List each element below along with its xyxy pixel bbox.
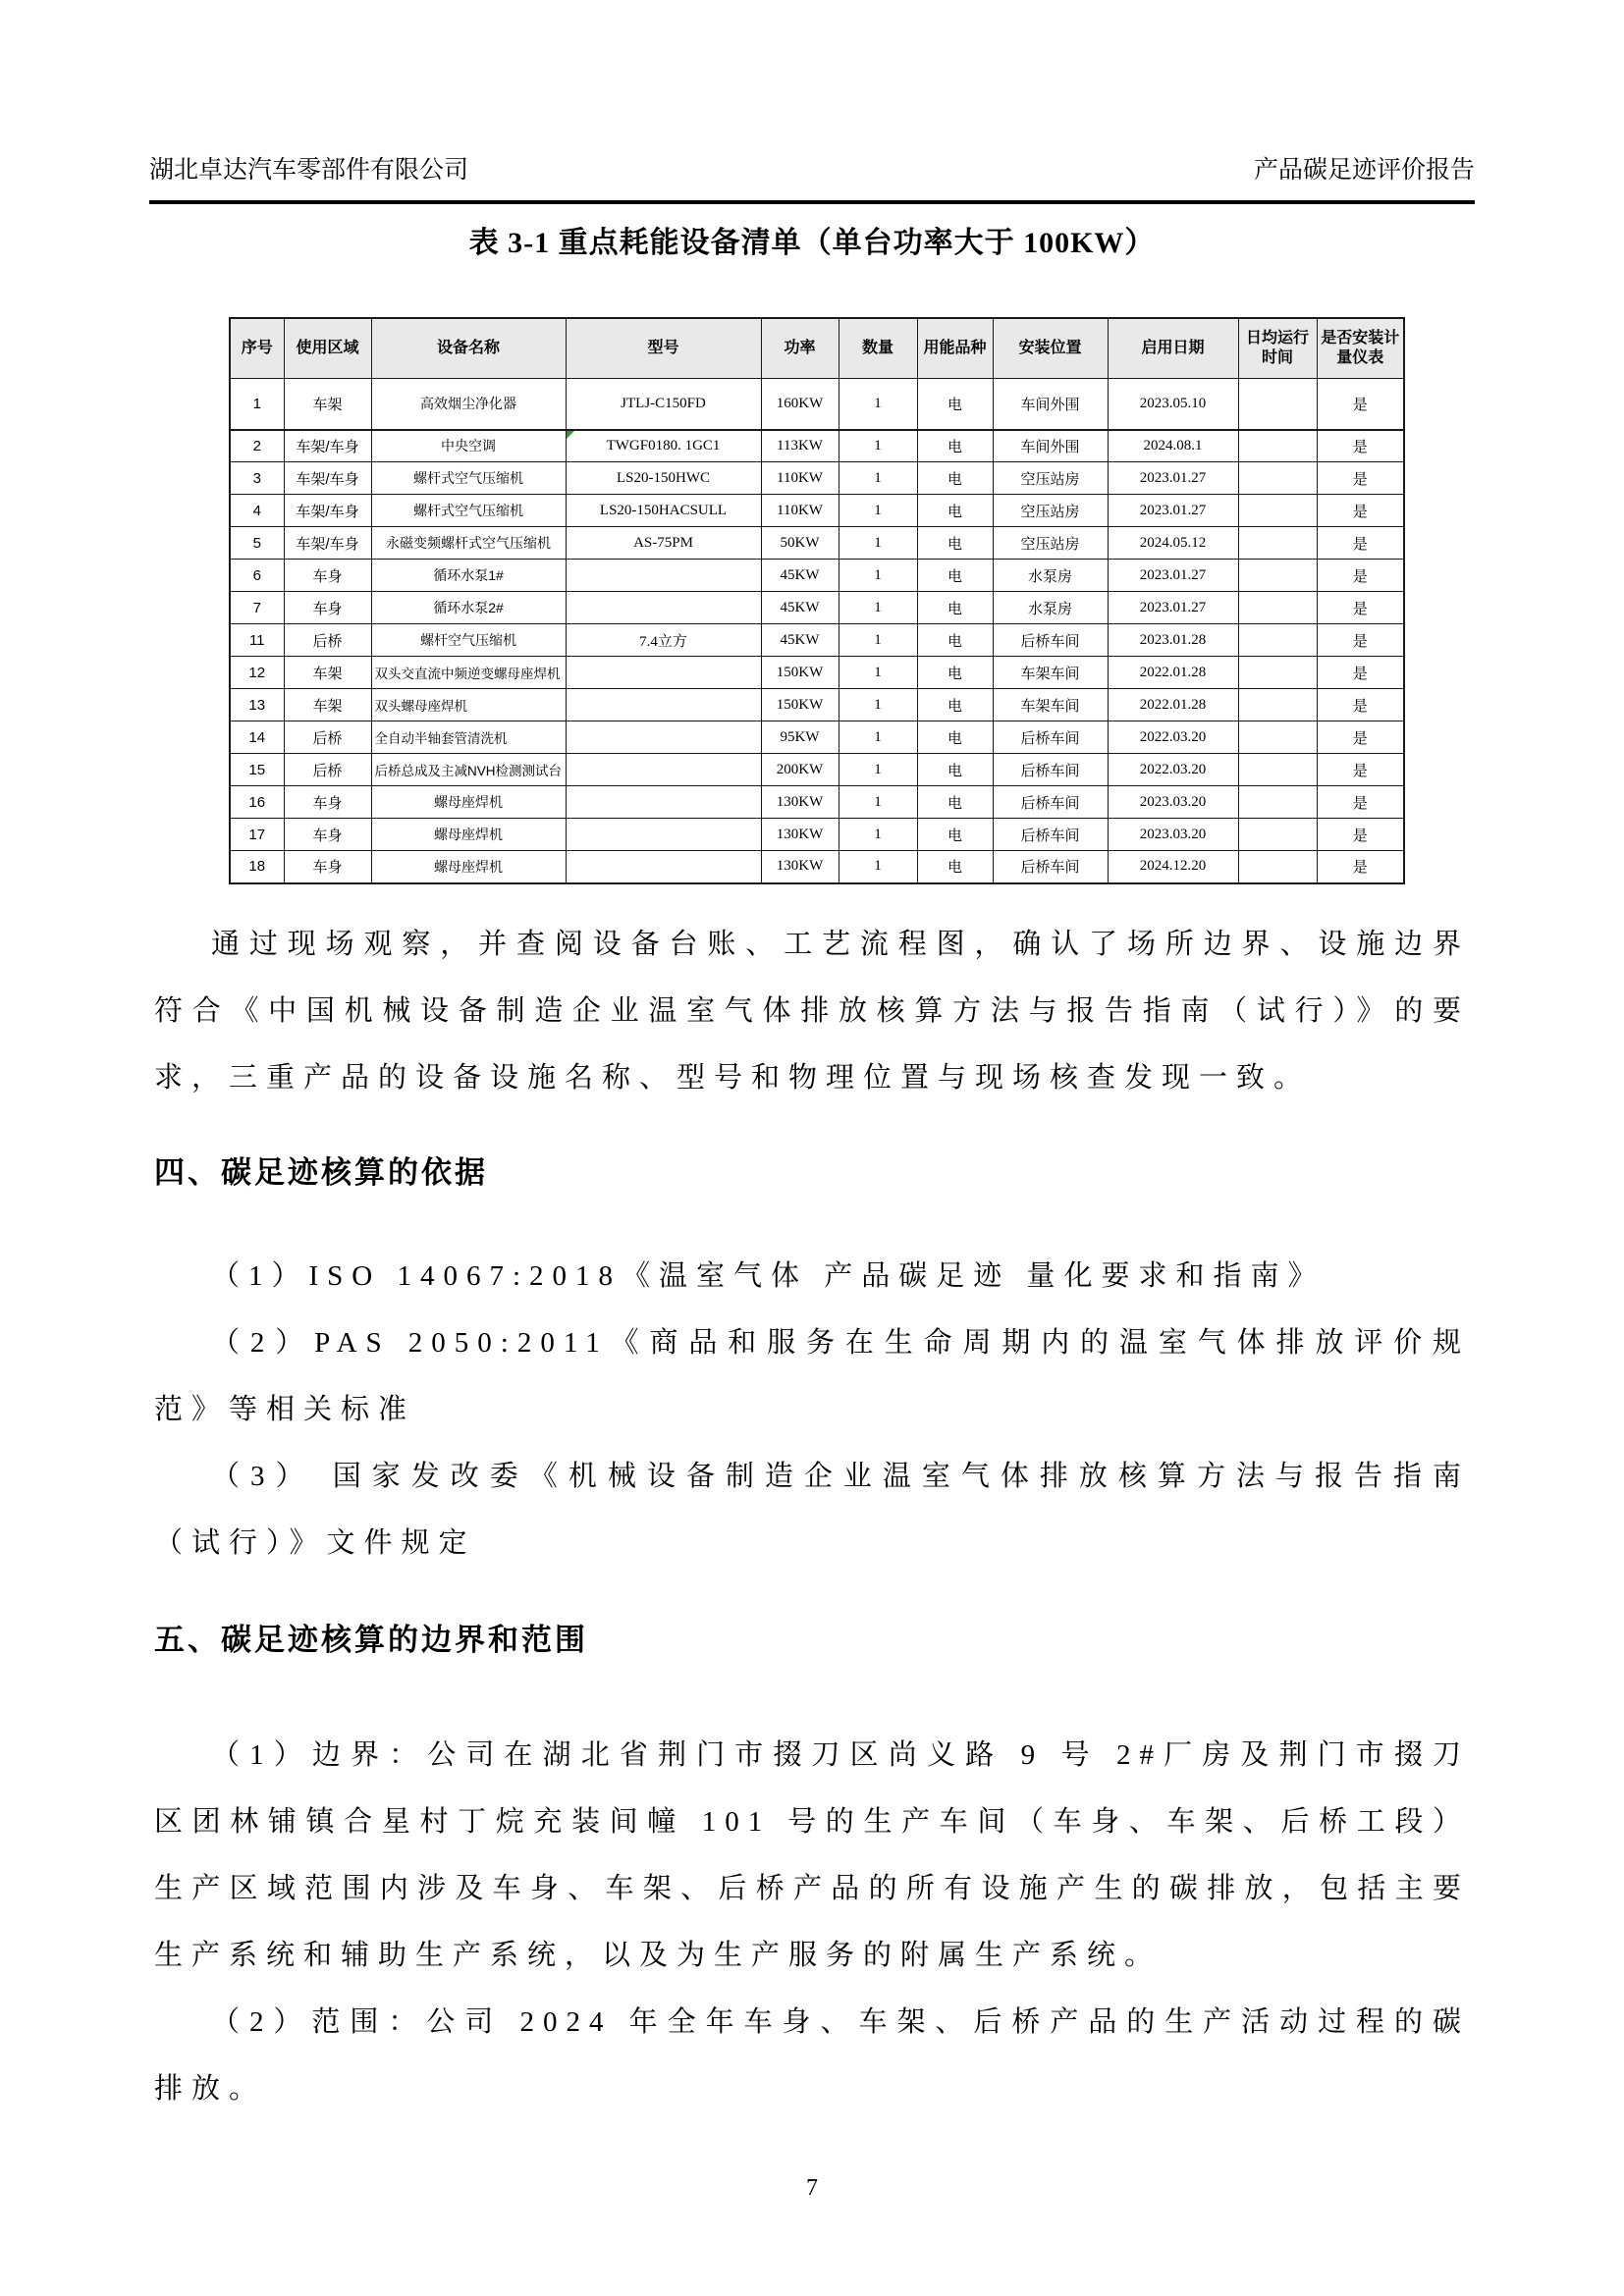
table-cell: 是 bbox=[1317, 379, 1404, 430]
basis-item-2: （2）PAS 2050:2011《商品和服务在生命周期内的温室气体排放评价规范》等相关标准 bbox=[154, 1327, 1470, 1425]
column-header: 功率 bbox=[761, 318, 839, 379]
table-cell: 2023.01.27 bbox=[1108, 495, 1238, 527]
table-row bbox=[230, 786, 1404, 819]
table-cell: 是 bbox=[1317, 721, 1404, 754]
table-cell bbox=[566, 689, 761, 721]
table-cell bbox=[1238, 379, 1317, 430]
table-cell: 循环水泵2# bbox=[371, 592, 566, 624]
equipment-table-wrapper bbox=[229, 317, 1405, 884]
table-cell: 电 bbox=[917, 624, 993, 657]
table-cell: 1 bbox=[839, 657, 917, 689]
column-header: 设备名称 bbox=[371, 318, 566, 379]
table-cell: 1 bbox=[839, 527, 917, 560]
table-cell: 160KW bbox=[761, 379, 839, 430]
column-header: 型号 bbox=[566, 318, 761, 379]
header-company-name: 湖北卓达汽车零部件有限公司 bbox=[149, 157, 469, 184]
column-header: 启用日期 bbox=[1108, 318, 1238, 379]
table-cell: 车间外围 bbox=[993, 430, 1108, 462]
table-cell: 130KW bbox=[761, 819, 839, 851]
table-cell: 2023.03.20 bbox=[1108, 786, 1238, 819]
table-cell: 14 bbox=[230, 721, 284, 754]
table-cell: 110KW bbox=[761, 495, 839, 527]
table-cell: 螺杆式空气压缩机 bbox=[371, 462, 566, 495]
table-cell: 空压站房 bbox=[993, 527, 1108, 560]
table-row bbox=[230, 560, 1404, 592]
table-cell: 车架车间 bbox=[993, 689, 1108, 721]
table-cell: 电 bbox=[917, 657, 993, 689]
table-cell: 全自动半轴套管清洗机 bbox=[371, 721, 566, 754]
table-cell bbox=[1238, 754, 1317, 786]
table-cell bbox=[566, 657, 761, 689]
table-cell: 2023.03.20 bbox=[1108, 819, 1238, 851]
table-cell: 水泵房 bbox=[993, 560, 1108, 592]
table-cell bbox=[566, 560, 761, 592]
column-header: 用能品种 bbox=[917, 318, 993, 379]
table-cell: 1 bbox=[839, 560, 917, 592]
table-cell: 高效烟尘净化器 bbox=[371, 379, 566, 430]
table-cell: JTLJ-C150FD bbox=[566, 379, 761, 430]
table-title: 表 3-1 重点耗能设备清单（单台功率大于 100KW） bbox=[468, 227, 1156, 259]
table-cell: AS-75PM bbox=[566, 527, 761, 560]
table-cell: 车架/车身 bbox=[284, 462, 371, 495]
table-cell: 车架 bbox=[284, 689, 371, 721]
table-cell: 后桥 bbox=[284, 754, 371, 786]
table-row bbox=[230, 430, 1404, 462]
paragraph-verification: 通过现场观察，并查阅设备台账、工艺流程图，确认了场所边界、设施边界符合《中国机械设备制造企业温室气体排放核算方法与报告指南（试行）》的要求，三重产品的设备设施名称、型号和物理位置与现场核查发现一致。 bbox=[154, 929, 1470, 1094]
running-header bbox=[149, 155, 1475, 204]
page-number: 7 bbox=[806, 2175, 818, 2201]
table-cell: 7.4立方 bbox=[566, 624, 761, 657]
table-cell: 1 bbox=[839, 430, 917, 462]
table-cell: LS20-150HACSULL bbox=[566, 495, 761, 527]
table-cell: 双头交直流中频逆变螺母座焊机 bbox=[371, 657, 566, 689]
table-cell: 1 bbox=[839, 819, 917, 851]
table-cell bbox=[1238, 721, 1317, 754]
table-cell: 后桥车间 bbox=[993, 819, 1108, 851]
table-header-row bbox=[230, 318, 1404, 379]
table-cell: 113KW bbox=[761, 430, 839, 462]
table-cell: 6 bbox=[230, 560, 284, 592]
table-cell: 2022.01.28 bbox=[1108, 689, 1238, 721]
table-cell: 1 bbox=[230, 379, 284, 430]
table-cell: 空压站房 bbox=[993, 495, 1108, 527]
column-header: 使用区域 bbox=[284, 318, 371, 379]
basis-item-3: （3） 国家发改委《机械设备制造企业温室气体排放核算方法与报告指南（试行）》文件规定 bbox=[154, 1461, 1470, 1559]
table-cell: 电 bbox=[917, 754, 993, 786]
column-header: 数量 bbox=[839, 318, 917, 379]
table-cell: 是 bbox=[1317, 689, 1404, 721]
table-row bbox=[230, 624, 1404, 657]
table-cell: 后桥车间 bbox=[993, 624, 1108, 657]
table-cell: 2022.03.20 bbox=[1108, 721, 1238, 754]
table-row bbox=[230, 754, 1404, 786]
table-cell: 螺母座焊机 bbox=[371, 786, 566, 819]
table-cell: 1 bbox=[839, 786, 917, 819]
table-cell: 1 bbox=[839, 721, 917, 754]
table-cell bbox=[1238, 527, 1317, 560]
table-cell bbox=[1238, 592, 1317, 624]
table-row bbox=[230, 851, 1404, 883]
table-row bbox=[230, 819, 1404, 851]
table-cell: 是 bbox=[1317, 430, 1404, 462]
table-cell: 2023.01.27 bbox=[1108, 462, 1238, 495]
table-cell: TWGF0180. 1GC1 bbox=[566, 430, 761, 462]
column-header: 是否安装计量仪表 bbox=[1317, 318, 1404, 379]
table-cell: 螺杆空气压缩机 bbox=[371, 624, 566, 657]
table-cell: 空压站房 bbox=[993, 462, 1108, 495]
table-cell: 2024.12.20 bbox=[1108, 851, 1238, 883]
body-text bbox=[154, 911, 1470, 2122]
table-cell: 循环水泵1# bbox=[371, 560, 566, 592]
table-cell: 1 bbox=[839, 379, 917, 430]
table-cell: 螺母座焊机 bbox=[371, 819, 566, 851]
table-cell bbox=[1238, 819, 1317, 851]
scope-item-2: （2）范围：公司 2024 年全年车身、车架、后桥产品的生产活动过程的碳排放。 bbox=[154, 2006, 1470, 2105]
table-cell: 电 bbox=[917, 527, 993, 560]
table-cell bbox=[1238, 560, 1317, 592]
table-cell: 3 bbox=[230, 462, 284, 495]
table-cell: 是 bbox=[1317, 786, 1404, 819]
table-cell: 1 bbox=[839, 495, 917, 527]
table-cell: 车身 bbox=[284, 592, 371, 624]
table-cell: 15 bbox=[230, 754, 284, 786]
table-cell: 车身 bbox=[284, 560, 371, 592]
table-cell: 电 bbox=[917, 819, 993, 851]
table-cell: 2024.08.1 bbox=[1108, 430, 1238, 462]
table-cell: 电 bbox=[917, 560, 993, 592]
table-cell: 45KW bbox=[761, 624, 839, 657]
boundary-item-1: （1）边界：公司在湖北省荆门市掇刀区尚义路 9 号 2#厂房及荆门市掇刀区团林铺镇合星村丁烷充装间幢 101 号的生产车间（车身、车架、后桥工段）生产区域范围内涉及车身、车架、后桥产品的所有设施产生的碳排放，包括主要生产系统和辅助生产系统，以及为生产服务的附属生产系统。 bbox=[154, 1739, 1470, 1971]
table-cell: 中央空调 bbox=[371, 430, 566, 462]
table-cell: 车架/车身 bbox=[284, 527, 371, 560]
table-cell: 水泵房 bbox=[993, 592, 1108, 624]
table-cell: 16 bbox=[230, 786, 284, 819]
table-cell: 12 bbox=[230, 657, 284, 689]
table-cell: 1 bbox=[839, 689, 917, 721]
table-cell: 17 bbox=[230, 819, 284, 851]
section-heading-4: 四、碳足迹核算的依据 bbox=[154, 1155, 488, 1190]
table-cell: 是 bbox=[1317, 495, 1404, 527]
table-cell: 是 bbox=[1317, 819, 1404, 851]
table-cell: 电 bbox=[917, 592, 993, 624]
table-cell: 电 bbox=[917, 462, 993, 495]
table-cell: 110KW bbox=[761, 462, 839, 495]
table-cell: 电 bbox=[917, 689, 993, 721]
table-cell: 后桥车间 bbox=[993, 754, 1108, 786]
table-cell: 是 bbox=[1317, 462, 1404, 495]
table-cell: 螺母座焊机 bbox=[371, 851, 566, 883]
column-header: 安装位置 bbox=[993, 318, 1108, 379]
table-cell: 1 bbox=[839, 754, 917, 786]
table-cell: 18 bbox=[230, 851, 284, 883]
table-cell: 是 bbox=[1317, 754, 1404, 786]
table-cell: 7 bbox=[230, 592, 284, 624]
table-cell: 150KW bbox=[761, 689, 839, 721]
table-row bbox=[230, 527, 1404, 560]
table-cell: 车架车间 bbox=[993, 657, 1108, 689]
column-header: 序号 bbox=[230, 318, 284, 379]
table-row bbox=[230, 689, 1404, 721]
table-row bbox=[230, 592, 1404, 624]
table-cell: 是 bbox=[1317, 657, 1404, 689]
table-cell: 双头螺母座焊机 bbox=[371, 689, 566, 721]
header-report-title: 产品碳足迹评价报告 bbox=[1253, 157, 1475, 184]
table-cell bbox=[566, 721, 761, 754]
table-cell: 电 bbox=[917, 721, 993, 754]
table-cell: 1 bbox=[839, 462, 917, 495]
table-cell: 车架 bbox=[284, 379, 371, 430]
table-cell: 50KW bbox=[761, 527, 839, 560]
table-cell: 电 bbox=[917, 379, 993, 430]
table-cell: 150KW bbox=[761, 657, 839, 689]
table-cell: 后桥 bbox=[284, 624, 371, 657]
table-cell: 13 bbox=[230, 689, 284, 721]
table-cell: 车身 bbox=[284, 851, 371, 883]
table-cell: 螺杆式空气压缩机 bbox=[371, 495, 566, 527]
table-cell: 95KW bbox=[761, 721, 839, 754]
table-cell bbox=[1238, 786, 1317, 819]
table-cell: 电 bbox=[917, 786, 993, 819]
table-cell: 45KW bbox=[761, 592, 839, 624]
energy-equipment-table bbox=[229, 317, 1405, 884]
table-row bbox=[230, 462, 1404, 495]
table-cell: 车架 bbox=[284, 657, 371, 689]
table-cell bbox=[1238, 495, 1317, 527]
table-cell: 2023.05.10 bbox=[1108, 379, 1238, 430]
table-cell: 45KW bbox=[761, 560, 839, 592]
table-cell: 5 bbox=[230, 527, 284, 560]
table-cell: 4 bbox=[230, 495, 284, 527]
table-row bbox=[230, 721, 1404, 754]
table-cell bbox=[1238, 624, 1317, 657]
table-cell: 130KW bbox=[761, 851, 839, 883]
table-cell: LS20-150HWC bbox=[566, 462, 761, 495]
table-cell: 是 bbox=[1317, 560, 1404, 592]
table-cell bbox=[566, 786, 761, 819]
table-cell bbox=[1238, 462, 1317, 495]
table-cell: 后桥车间 bbox=[993, 721, 1108, 754]
table-row bbox=[230, 495, 1404, 527]
table-cell bbox=[1238, 430, 1317, 462]
column-header: 日均运行时间 bbox=[1238, 318, 1317, 379]
table-cell: 是 bbox=[1317, 851, 1404, 883]
table-cell: 2022.01.28 bbox=[1108, 657, 1238, 689]
table-cell: 11 bbox=[230, 624, 284, 657]
basis-item-1: （1）ISO 14067:2018《温室气体 产品碳足迹 量化要求和指南》 bbox=[211, 1260, 1326, 1292]
table-cell: 2024.05.12 bbox=[1108, 527, 1238, 560]
table-cell bbox=[1238, 657, 1317, 689]
table-cell: 电 bbox=[917, 495, 993, 527]
table-cell: 后桥 bbox=[284, 721, 371, 754]
table-row bbox=[230, 657, 1404, 689]
table-cell: 2023.01.27 bbox=[1108, 560, 1238, 592]
table-cell: 车间外围 bbox=[993, 379, 1108, 430]
table-body bbox=[230, 379, 1404, 883]
table-cell: 永磁变频螺杆式空气压缩机 bbox=[371, 527, 566, 560]
table-cell: 车身 bbox=[284, 786, 371, 819]
table-cell: 是 bbox=[1317, 527, 1404, 560]
table-cell: 1 bbox=[839, 851, 917, 883]
table-cell: 电 bbox=[917, 430, 993, 462]
table-row bbox=[230, 379, 1404, 430]
table-cell bbox=[1238, 689, 1317, 721]
table-cell: 1 bbox=[839, 592, 917, 624]
table-cell: 后桥车间 bbox=[993, 851, 1108, 883]
table-cell: 是 bbox=[1317, 592, 1404, 624]
table-cell bbox=[566, 851, 761, 883]
table-cell: 电 bbox=[917, 851, 993, 883]
spellcheck-mark-icon bbox=[567, 431, 574, 439]
section-heading-5: 五、碳足迹核算的边界和范围 bbox=[154, 1623, 588, 1657]
table-cell: 是 bbox=[1317, 624, 1404, 657]
table-cell: 2023.01.28 bbox=[1108, 624, 1238, 657]
table-cell: 2 bbox=[230, 430, 284, 462]
table-cell bbox=[566, 592, 761, 624]
table-cell: 车身 bbox=[284, 819, 371, 851]
table-cell: 200KW bbox=[761, 754, 839, 786]
table-cell bbox=[566, 754, 761, 786]
table-cell: 130KW bbox=[761, 786, 839, 819]
table-cell: 1 bbox=[839, 624, 917, 657]
table-cell bbox=[566, 819, 761, 851]
table-cell bbox=[1238, 851, 1317, 883]
table-cell: 后桥总成及主减NVH检测测试台 bbox=[371, 754, 566, 786]
table-cell: 车架/车身 bbox=[284, 495, 371, 527]
table-cell: 2022.03.20 bbox=[1108, 754, 1238, 786]
table-cell: 2023.01.27 bbox=[1108, 592, 1238, 624]
table-cell: 后桥车间 bbox=[993, 786, 1108, 819]
table-cell: 车架/车身 bbox=[284, 430, 371, 462]
